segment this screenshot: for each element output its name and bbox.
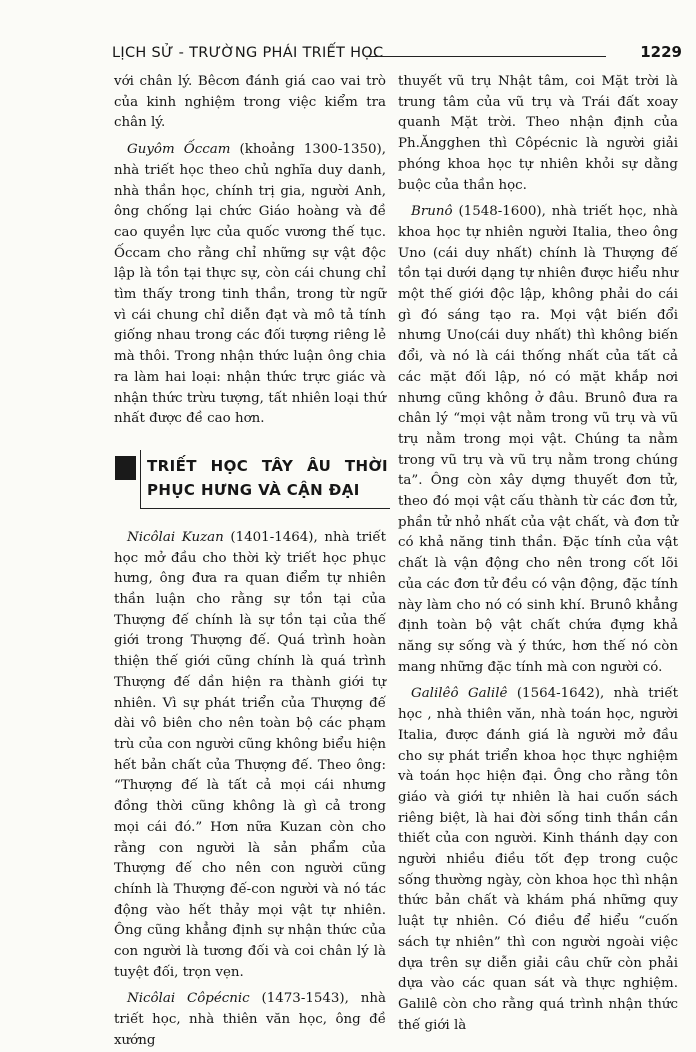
section-heading: TRIẾT HỌC TÂY ÂU THỜI PHỤC HƯNG VÀ CẬN ĐẠI	[147, 456, 388, 499]
paragraph-copernicus	[114, 989, 386, 1051]
paragraph-text: (1473-1543), nhà triết học, nhà thiên văn học, ông đề xướng	[114, 991, 386, 1048]
paragraph-bruno	[398, 202, 678, 678]
left-column	[114, 72, 386, 1052]
paragraph-text: (1548-1600), nhà triết học, nhà khoa học tự nhiên người Italia, theo ông Uno (cái duy nhất) chính là Thượng đế tồn tại dưới dạng tự nhiên được hiểu như một thế giới độc lập, không phải do cái gì đó sáng tạo ra. Mọi vật biến đổi nhưng Uno(cái duy nhất) thì không biến đổi, và nó là cái thống nhất của tất cả các mặt đối lập, nó có mặt khắp nơi nhưng cũng không ở đâu. Brunô đưa ra chân lý “mọi vật nằm trong vũ trụ và vũ trụ nằm trong mọi vật. Chúng ta nằm trong vũ trụ và vũ trụ nằm trong chúng ta”. Ông còn xây dựng thuyết đơn tử, theo đó mọi vật cấu thành từ các đơn tử, phần tử nhỏ nhất của vật chất, và đơn tử có khả năng tinh thần. Đặc tính của vật chất là vận động cho nên trong cốt lõi của các đơn tử đều có vận động, đặc tính này làm cho nó có sinh khí. Brunô khẳng định toàn bộ vật chất chứa đựng khả năng sự sống và ý thức, hơn thế nó còn mang những đặc tính mà con người có.	[398, 204, 678, 675]
header-rule	[365, 56, 606, 57]
paragraph-text: (khoảng 1300-1350), nhà triết học theo chủ nghĩa duy danh, nhà thần học, chính trị gia, người Anh, ông chống lại chức Giáo hoàng và đề cao quyền lực của quốc vương thế tục. Ốccam cho rằng chỉ những sự vật độc lập là tồn tại thực sự, còn cái chung chỉ tìm thấy trong tinh thần, trong từ ngữ vì cái chung chỉ diễn đạt và mô tả tính giống nhau trong các đối tượng riêng lẻ mà thôi. Trong nhận thức luận ông chia ra làm hai loại: nhận thức trực giác và nhận thức trừu tượng, tất nhiên loại thứ nhất được đề cao hơn.	[114, 142, 386, 427]
heading-frame	[140, 450, 390, 509]
paragraph-copernicus-cont: thuyết vũ trụ Nhật tâm, coi Mặt trời là trung tâm của vũ trụ và Trái đất xoay quanh Mặt trời. Theo nhận định của Ph.Ăngghen thì Côpécnic là người giải phóng khoa học tự nhiên khỏi sự dằng buộc của thần học.	[398, 74, 678, 193]
paragraph-text: (1564-1642), nhà triết học , nhà thiên văn, nhà toán học, người Italia, được đánh giá là người mở đầu cho sự phát triển khoa học thực nghiệm và toán học hiện đại. Ông cho rằng tôn giáo và giới tự nhiên là hai cuốn sách riêng biệt, là hai đời sống tinh thần cần thiết của con người. Kinh thánh dạy con người nhiều điều tốt đẹp trong cuộc sống thường ngày, còn khoa học thì nhận thức bản chất và khám phá những quy luật tự nhiên. Có điều để hiểu “cuốn sách tự nhiên” thì con người ngoài việc dựa trên sự diễn giải câu chữ còn phải dựa vào các quan sát và thực nghiệm. Galilê còn cho rằng quá trình nhận thức thế giới là	[398, 686, 678, 1033]
person-name: Brunô	[411, 204, 453, 220]
paragraph-bacon-end: với chân lý. Bêcơn đánh giá cao vai trò của kinh nghiệm trong việc kiểm tra chân lý.	[114, 74, 386, 131]
paragraph-text: (1401-1464), nhà triết học mở đầu cho thời kỳ triết học phục hưng, ông đưa ra quan điểm tự nhiên thần luận cho rằng sự tồn tại của Thượng đế chính là sự tồn tại của thế giới trong Thượng đế. Quá trình hoàn thiện thế giới cũng chính là quá trình Thượng đế dần hiện ra thành giới tự nhiên. Vì sự phát triển của Thượng đế dài vô biên cho nên toàn bộ các phạm trù của con người cũng không biểu hiện hết bản chất của Thượng đế. Theo ông: “Thượng đế là tất cả mọi cái nhưng đồng thời cũng không là gì cả trong mọi cái đó.” Hơn nữa Kuzan còn cho rằng con người là sản phẩm của Thượng đế cho nên con người cũng chính là Thượng đế-con người và nó tác động vào hết thảy mọi vật tự nhiên. Ông cũng khẳng định sự nhận thức của con người là tương đối và coi chân lý là tuyệt đối, trọn vẹn.	[114, 529, 386, 980]
running-header	[112, 37, 688, 67]
right-column	[398, 72, 678, 1036]
header-title: LỊCH SỬ - TRƯỜNG PHÁI TRIẾT HỌC	[112, 45, 384, 61]
person-name: Galilêô Galilê	[411, 686, 508, 702]
heading-marker-square	[115, 456, 136, 480]
person-name: Nicôlai Kuzan	[127, 529, 224, 545]
person-name: Guyôm Ốccam	[127, 142, 231, 158]
paragraph-kuzan	[114, 528, 386, 983]
person-name: Nicôlai Côpécnic	[127, 991, 250, 1007]
paragraph-galilei	[398, 684, 678, 1036]
section-heading-block	[114, 448, 386, 514]
page-number: 1229	[640, 43, 682, 61]
paragraph-occam	[114, 140, 386, 430]
